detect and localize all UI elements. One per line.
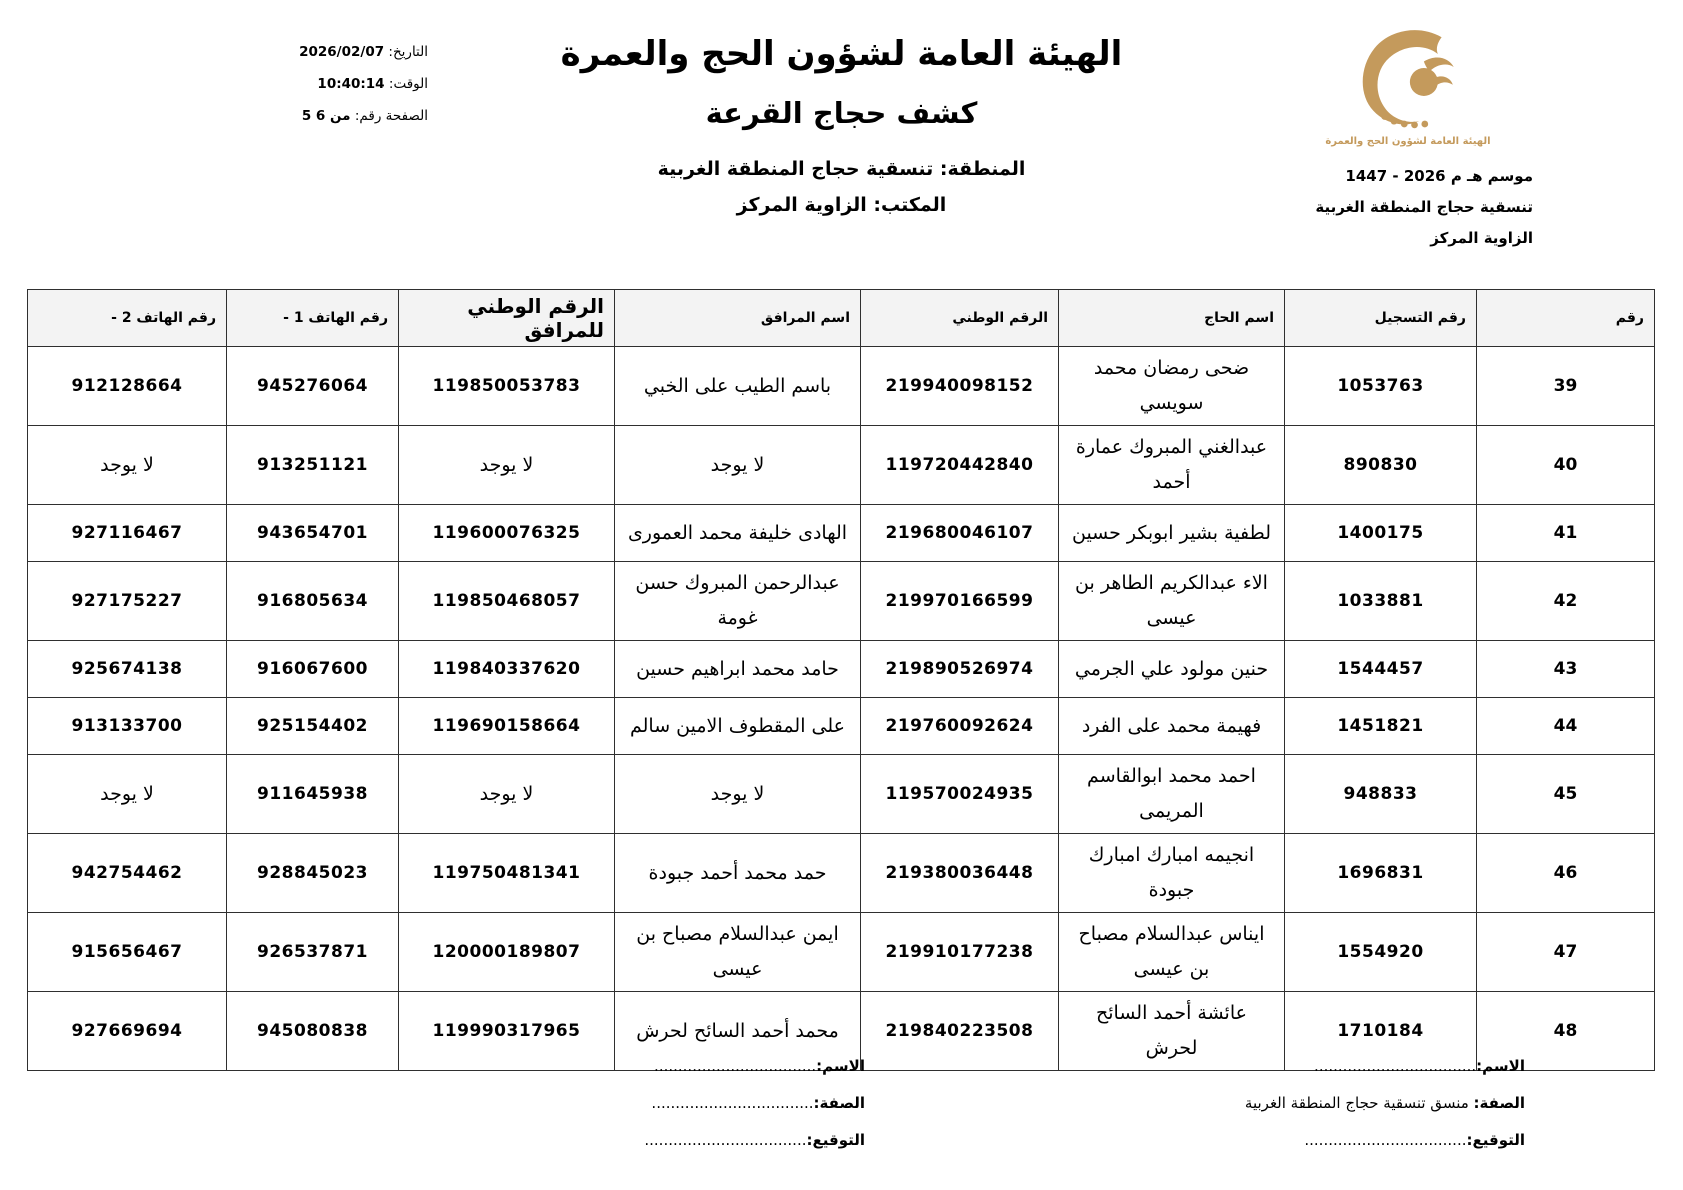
page-number [288,100,428,132]
cell-companion-national-id: 119690158664 [399,698,615,755]
role-label: الصفة: [1473,1094,1525,1112]
cell-phone-2: 912128664 [28,347,227,426]
header-phone-2: رقم الهاتف 2 - [28,290,227,347]
cell-phone-1: 911645938 [227,755,399,834]
cell-companion-name: باسم الطيب على الخبي [615,347,861,426]
cell-registration-number: 1544457 [1285,641,1477,698]
role-value: منسق تنسقية حجاج المنطقة الغربية [1244,1094,1469,1112]
cell-phone-2: 915656467 [28,913,227,992]
cell-phone-2: 927669694 [28,992,227,1071]
cell-companion-name: لا يوجد [615,755,861,834]
sign-label: التوقيع: [806,1131,865,1149]
center-line: الزاوية المركز [1430,229,1533,247]
cell-phone-1: 916067600 [227,641,399,698]
table-row [28,698,1655,755]
cell-pilgrim-name: احمد محمد ابوالقاسم المريمى [1059,755,1285,834]
cell-companion-name: الهادى خليفة محمد العمورى [615,505,861,562]
season-line: موسم هـ م 2026 - 1447 [1345,167,1533,185]
cell-row-number: 44 [1477,698,1655,755]
table-row [28,755,1655,834]
signature-role-line [644,1085,865,1122]
page-number-label: الصفحة رقم: [354,108,428,124]
cell-phone-1: 928845023 [227,834,399,913]
cell-pilgrim-name: ضحى رمضان محمد سويسي [1059,347,1285,426]
cell-pilgrim-name: الاء عبدالكريم الطاهر بن عيسى [1059,562,1285,641]
cell-row-number: 39 [1477,347,1655,426]
cell-phone-2: لا يوجد [28,426,227,505]
cell-registration-number: 890830 [1285,426,1477,505]
cell-companion-national-id: 119990317965 [399,992,615,1071]
cell-national-id: 219380036448 [861,834,1059,913]
header-companion-name: اسم المرافق [615,290,861,347]
cell-registration-number: 1400175 [1285,505,1477,562]
cell-phone-1: 943654701 [227,505,399,562]
name-label: الاسم: [1476,1057,1525,1075]
cell-national-id: 219940098152 [861,347,1059,426]
table-row [28,505,1655,562]
date-value: 2026/02/07 [299,44,385,60]
cell-row-number: 43 [1477,641,1655,698]
document-title: كشف حجاج القرعة [705,96,978,130]
signature-block-left [644,1048,865,1159]
cell-phone-2: 927175227 [28,562,227,641]
table-row [28,347,1655,426]
cell-row-number: 41 [1477,505,1655,562]
cell-registration-number: 1710184 [1285,992,1477,1071]
cell-phone-2: 913133700 [28,698,227,755]
cell-row-number: 45 [1477,755,1655,834]
cell-registration-number: 1053763 [1285,347,1477,426]
cell-companion-name: عبدالرحمن المبروك حسن غومة [615,562,861,641]
table-row [28,562,1655,641]
cell-phone-1: 945080838 [227,992,399,1071]
logo-ribbon-text: الهيئة العامة لشؤون الحج والعمرة [1325,136,1491,147]
cell-companion-national-id: 119850053783 [399,347,615,426]
cell-companion-national-id: 119750481341 [399,834,615,913]
cell-pilgrim-name: ايناس عبدالسلام مصباح بن عيسى [1059,913,1285,992]
cell-pilgrim-name: عبدالغني المبروك عمارة أحمد [1059,426,1285,505]
cell-row-number: 48 [1477,992,1655,1071]
cell-registration-number: 1696831 [1285,834,1477,913]
cell-pilgrim-name: انجيمه امبارك امبارك جبودة [1059,834,1285,913]
page-number-value: من 6‏ 5 [301,108,351,124]
role-label: الصفة: [813,1094,865,1112]
cell-companion-name: حامد محمد ابراهيم حسين [615,641,861,698]
print-meta [288,36,428,132]
signature-block-right [1245,1048,1525,1159]
cell-companion-name: لا يوجد [615,426,861,505]
coordination-line: تنسقية حجاج المنطقة الغربية [1315,198,1533,216]
sign-label: التوقيع: [1466,1131,1525,1149]
cell-phone-1: 925154402 [227,698,399,755]
signature-role-line [1245,1085,1525,1122]
cell-companion-national-id: لا يوجد [399,755,615,834]
authority-calligraphy-logo-icon [1333,26,1483,142]
cell-row-number: 47 [1477,913,1655,992]
header-companion-national-id: الرقم الوطني للمرافق [399,290,615,347]
cell-national-id: 219970166599 [861,562,1059,641]
role-dotted-line: .................................. [651,1094,814,1112]
office-line: المكتب: الزاوية المركز [736,194,947,216]
print-date [288,36,428,68]
header-row-number: رقم [1477,290,1655,347]
cell-phone-1: 916805634 [227,562,399,641]
document-titles [462,34,1222,216]
cell-national-id: 119570024935 [861,755,1059,834]
cell-national-id: 219680046107 [861,505,1059,562]
cell-phone-2: لا يوجد [28,755,227,834]
cell-companion-national-id: لا يوجد [399,426,615,505]
cell-companion-national-id: 120000189807 [399,913,615,992]
logo-block [1283,26,1533,254]
cell-registration-number: 1451821 [1285,698,1477,755]
cell-national-id: 219760092624 [861,698,1059,755]
name-label: الاسم: [816,1057,865,1075]
sign-dotted-line: .................................. [644,1131,807,1149]
time-label: الوقت: [388,76,428,92]
header-phone-1: رقم الهاتف 1 - [227,290,399,347]
cell-registration-number: 948833 [1285,755,1477,834]
signature-sign-line [644,1122,865,1159]
cell-companion-national-id: 119850468057 [399,562,615,641]
cell-companion-name: على المقطوف الامين سالم [615,698,861,755]
signature-sign-line [1245,1122,1525,1159]
cell-phone-1: 926537871 [227,913,399,992]
table-row [28,834,1655,913]
cell-phone-2: 942754462 [28,834,227,913]
table-row [28,426,1655,505]
cell-phone-2: 925674138 [28,641,227,698]
sign-dotted-line: .................................. [1304,1131,1467,1149]
season-lines [1283,161,1533,254]
time-value: 10:40:14 [317,76,385,92]
print-time [288,68,428,100]
cell-national-id: 219890526974 [861,641,1059,698]
cell-phone-2: 927116467 [28,505,227,562]
cell-companion-national-id: 119600076325 [399,505,615,562]
cell-national-id: 119720442840 [861,426,1059,505]
cell-national-id: 219910177238 [861,913,1059,992]
header-national-id: الرقم الوطني [861,290,1059,347]
table-header-row [28,290,1655,347]
cell-row-number: 46 [1477,834,1655,913]
cell-registration-number: 1033881 [1285,562,1477,641]
cell-phone-1: 913251121 [227,426,399,505]
cell-pilgrim-name: حنين مولود علي الجرمي [1059,641,1285,698]
cell-phone-1: 945276064 [227,347,399,426]
cell-row-number: 42 [1477,562,1655,641]
header-pilgrim-name: اسم الحاج [1059,290,1285,347]
cell-companion-name: ايمن عبدالسلام مصباح بن عيسى [615,913,861,992]
signature-name-line [1245,1048,1525,1085]
pilgrims-table [27,289,1655,1071]
authority-title: الهيئة العامة لشؤون الحج والعمرة [560,34,1123,74]
cell-registration-number: 1554920 [1285,913,1477,992]
cell-pilgrim-name: فهيمة محمد على الفرد [1059,698,1285,755]
date-label: التاريخ: [388,44,428,60]
cell-companion-name: محمد أحمد السائح لحرش [615,992,861,1071]
signature-name-line [644,1048,865,1085]
table-row [28,913,1655,992]
cell-companion-name: حمد محمد أحمد جبودة [615,834,861,913]
cell-pilgrim-name: عائشة أحمد السائح لحرش [1059,992,1285,1071]
cell-companion-national-id: 119840337620 [399,641,615,698]
name-dotted-line: .................................. [1314,1057,1477,1075]
name-dotted-line: .................................. [654,1057,817,1075]
region-line: المنطقة: تنسقية حجاج المنطقة الغربية [657,158,1026,180]
table-row [28,641,1655,698]
header-registration-number: رقم التسجيل [1285,290,1477,347]
cell-national-id: 219840223508 [861,992,1059,1071]
cell-row-number: 40 [1477,426,1655,505]
cell-pilgrim-name: لطفية بشير ابوبكر حسين [1059,505,1285,562]
